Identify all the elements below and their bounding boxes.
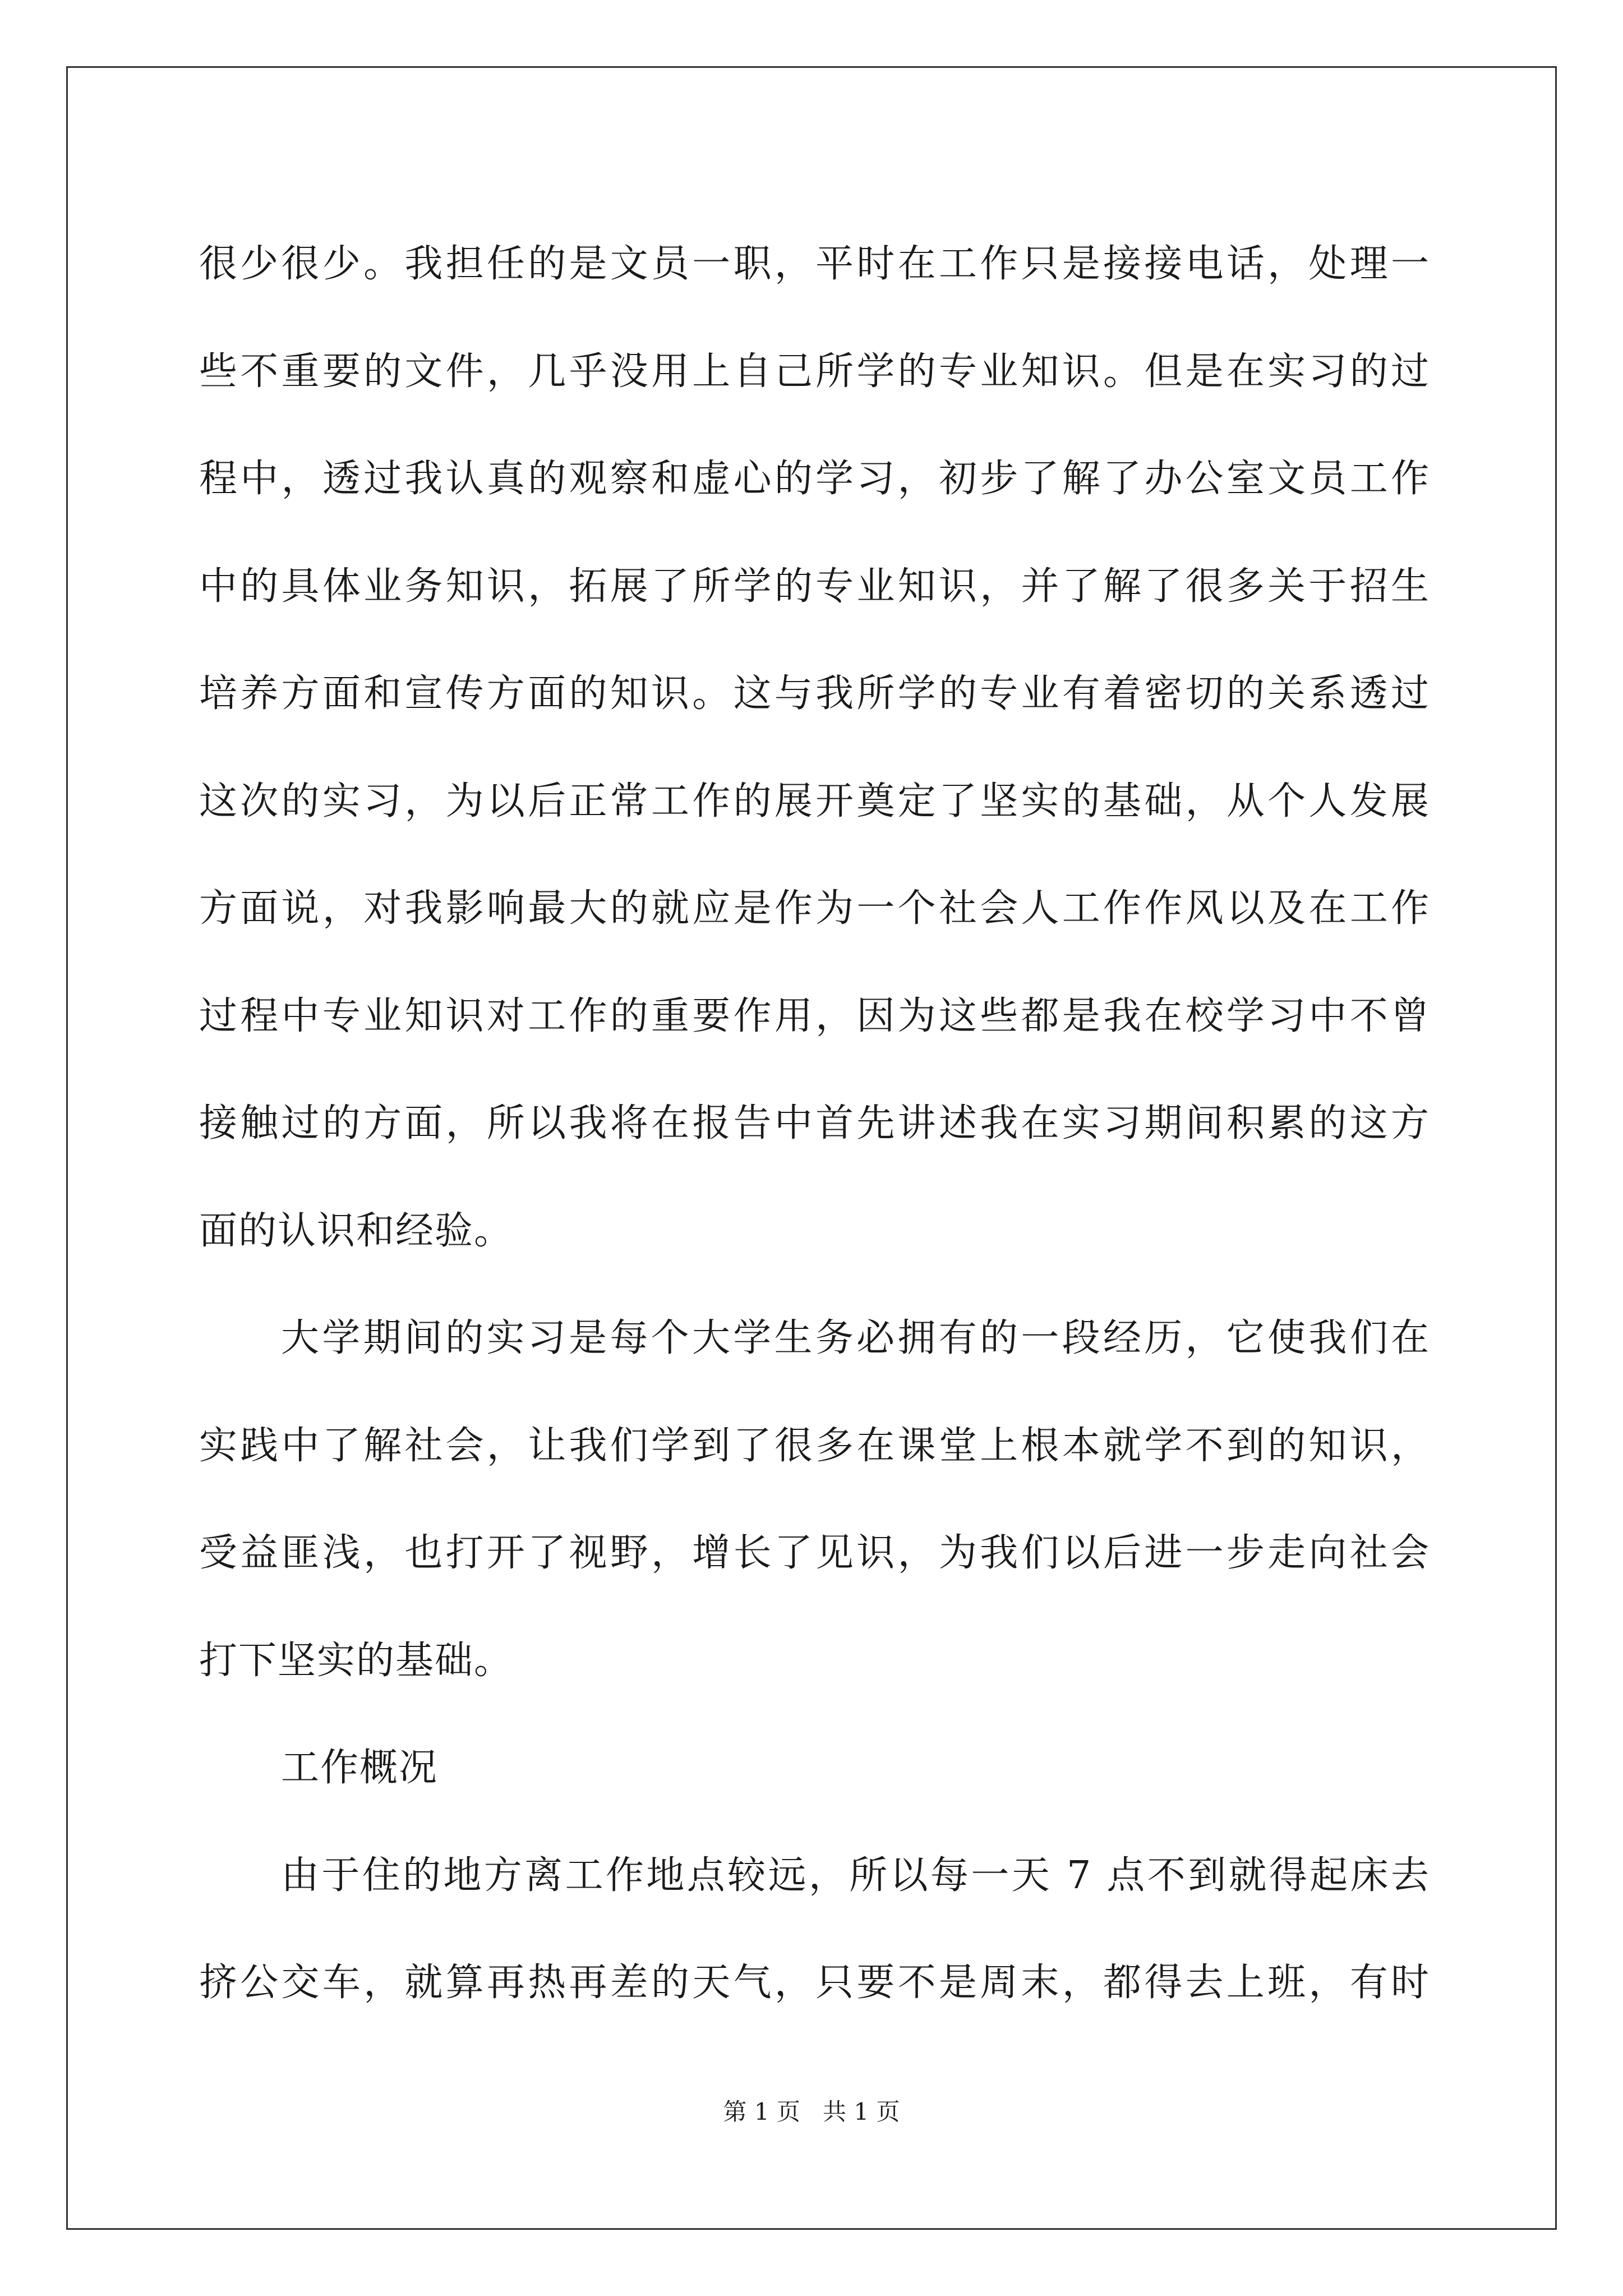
text-line: 中的具体业务知识，拓展了所学的专业知识，并了解了很多关于招生 [199, 564, 1430, 609]
text-line: 过程中专业知识对工作的重要作用，因为这些都是我在校学习中不曾 [199, 993, 1430, 1038]
text-line: 很少很少。我担任的是文员一职，平时在工作只是接接电话，处理一 [199, 242, 1430, 286]
text-line: 这次的实习，为以后正常工作的展开奠定了坚实的基础，从个人发展 [199, 779, 1430, 823]
text-line: 程中，透过我认真的观察和虚心的学习，初步了解了办公室文员工作 [199, 457, 1430, 501]
text-line: 培养方面和宣传方面的知识。这与我所学的专业有着密切的关系透过 [199, 671, 1430, 716]
text-line: 受益匪浅，也打开了视野，增长了见识，为我们以后进一步走向社会 [199, 1531, 1430, 1575]
text-line: 实践中了解社会，让我们学到了很多在课堂上根本就学不到的知识， [199, 1423, 1430, 1468]
text-line: 由于住的地方离工作地点较远，所以每一天 7 点不到就得起床去 [281, 1853, 1430, 1898]
document-body [199, 210, 1430, 2037]
text-line: 大学期间的实习是每个大学生务必拥有的一段经历，它使我们在 [281, 1316, 1430, 1360]
text-line: 工作概况 [281, 1746, 439, 1790]
text-line: 打下坚实的基础。 [199, 1638, 514, 1683]
text-line: 挤公交车，就算再热再差的天气，只要不是周末，都得去上班，有时 [199, 1961, 1430, 2005]
page-footer [0, 2095, 1623, 2129]
page-number: 第 1 页 [723, 2098, 800, 2125]
footer-spacer [800, 2098, 823, 2125]
text-line: 些不重要的文件，几乎没用上自己所学的专业知识。但是在实习的过 [199, 349, 1430, 394]
text-line: 面的认识和经验。 [199, 1208, 514, 1253]
text-line: 接触过的方面，所以我将在报告中首先讲述我在实习期间积累的这方 [199, 1101, 1430, 1145]
text-line: 方面说，对我影响最大的就应是作为一个社会人工作作风以及在工作 [199, 886, 1430, 931]
page-total: 共 1 页 [823, 2098, 900, 2125]
